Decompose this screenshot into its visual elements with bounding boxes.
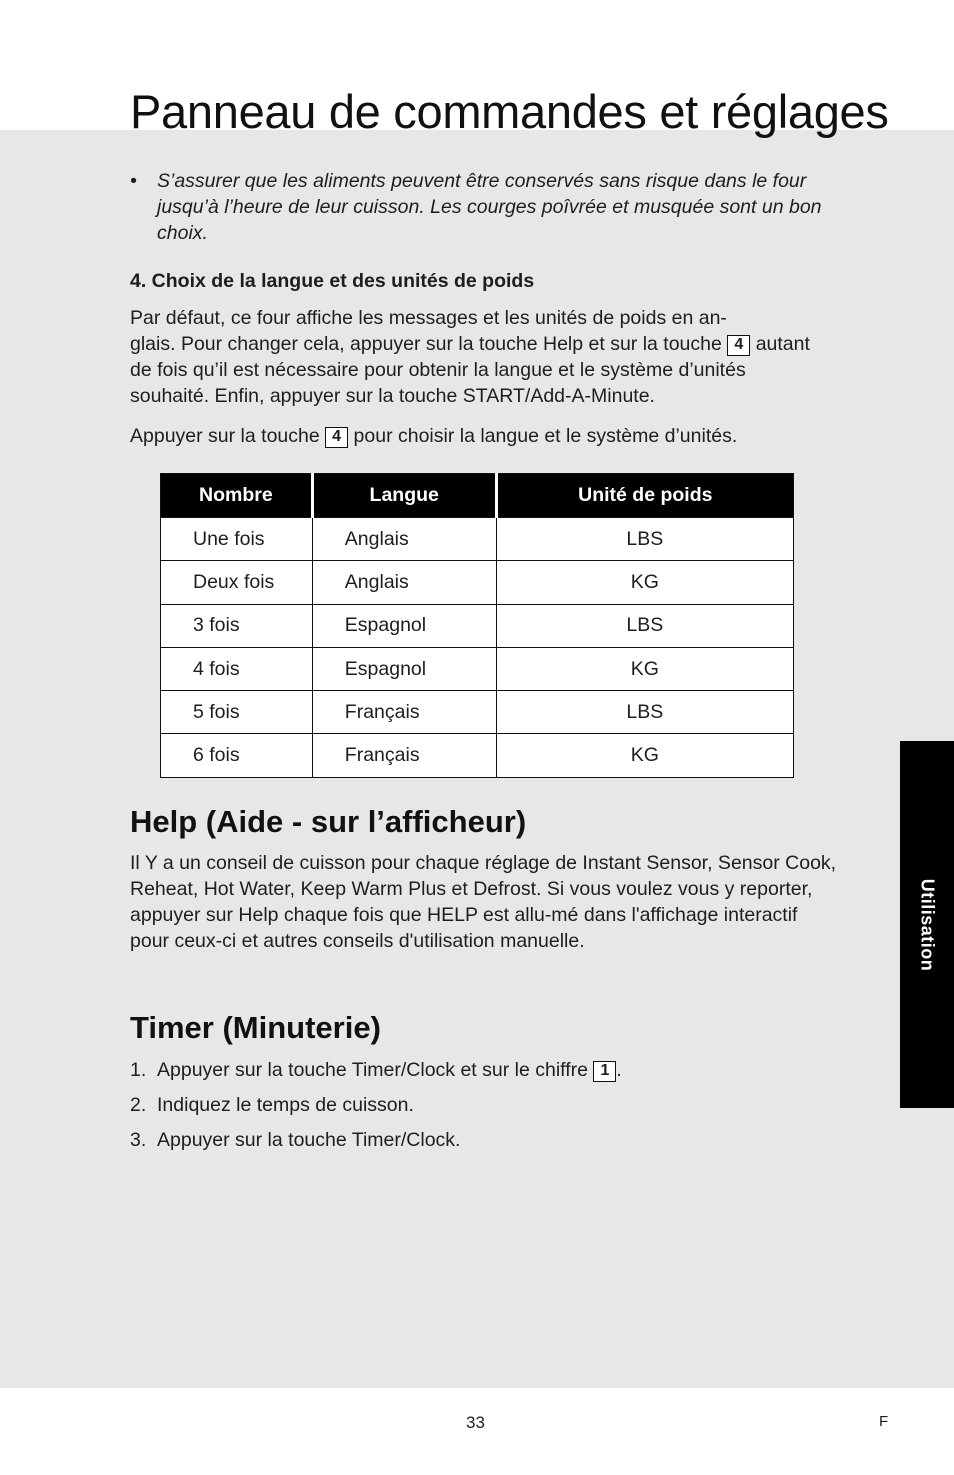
- language-marker: F: [879, 1413, 889, 1430]
- table-cell: Français: [312, 691, 496, 734]
- table-cell: Deux fois: [161, 561, 313, 604]
- bullet-note: [130, 168, 830, 246]
- timer-steps: [130, 1057, 622, 1162]
- table-cell: 5 fois: [161, 691, 313, 734]
- side-tab-label: Utilisation: [917, 878, 938, 971]
- step-text: Appuyer sur la touche Timer/Clock.: [157, 1129, 461, 1151]
- key-4-icon: 4: [325, 427, 348, 448]
- list-item: [130, 1057, 622, 1092]
- bullet-mark: •: [130, 170, 137, 192]
- list-item: [130, 1092, 622, 1127]
- para2-before: Appuyer sur la touche: [130, 425, 320, 447]
- table-header-row: [161, 474, 794, 518]
- table-cell: KG: [496, 734, 793, 777]
- table-cell: LBS: [496, 691, 793, 734]
- para1-rest: autant de fois qu’il est nécessaire pour obtenir la langue et le système d’unités souhaité. Enfin, appuyer sur la touche START/Add-A-Minute.: [130, 333, 810, 407]
- table-cell: Anglais: [312, 561, 496, 604]
- table-header: Nombre: [161, 474, 313, 518]
- para1-line2: glais. Pour changer cela, appuyer sur la touche Help et sur la touche: [130, 333, 722, 355]
- step-number: 3.: [130, 1129, 147, 1151]
- table-cell: 3 fois: [161, 604, 313, 647]
- table-cell: Espagnol: [312, 647, 496, 690]
- bullet-text: S’assurer que les aliments peuvent être conservés sans risque dans le four jusqu’à l’heure de leur cuisson. Les courges poîvrée et musquée sont un bon choix.: [157, 170, 822, 244]
- table-cell: KG: [496, 647, 793, 690]
- page-title: Panneau de commandes et réglages: [130, 85, 889, 138]
- step-text: Appuyer sur la touche Timer/Clock et sur le chiffre: [157, 1059, 588, 1081]
- table-header: Langue: [312, 474, 496, 518]
- help-heading: Help (Aide - sur l’afficheur): [130, 804, 527, 839]
- table-cell: Une fois: [161, 518, 313, 561]
- section-4-heading: 4. Choix de la langue et des unités de poids: [130, 270, 535, 292]
- table-cell: 6 fois: [161, 734, 313, 777]
- key-4-icon: 4: [727, 335, 750, 356]
- table-cell: 4 fois: [161, 647, 313, 690]
- table-cell: Anglais: [312, 518, 496, 561]
- step-number: 2.: [130, 1094, 147, 1116]
- table-header: Unité de poids: [496, 474, 793, 518]
- language-table: [160, 473, 794, 778]
- table-row: [161, 518, 794, 561]
- table-row: [161, 647, 794, 690]
- section-side-tab: [900, 741, 954, 1108]
- help-paragraph: Il Y a un conseil de cuisson pour chaque réglage de Instant Sensor, Sensor Cook, Reheat, Hot Water, Keep Warm Plus et Defrost. Si vous voulez vous y reporter, appuyer sur Help chaque fois que HELP est allu-mé dans l'affichage interactif pour ceux-ci et autres conseils d'utilisation manuelle.: [130, 852, 837, 952]
- section-4-paragraph: [130, 305, 830, 409]
- list-item: [130, 1127, 622, 1162]
- table-cell: LBS: [496, 604, 793, 647]
- step-text: Indiquez le temps de cuisson.: [157, 1094, 414, 1116]
- step-suffix: .: [616, 1059, 622, 1081]
- table-row: [161, 604, 794, 647]
- section-4-instruction: [130, 423, 830, 449]
- key-1-icon: 1: [593, 1061, 616, 1082]
- table-cell: KG: [496, 561, 793, 604]
- para1-line1: Par défaut, ce four affiche les messages et les unités de poids en an-: [130, 307, 727, 329]
- table-cell: Français: [312, 734, 496, 777]
- table-cell: LBS: [496, 518, 793, 561]
- para2-after: pour choisir la langue et le système d’unités.: [353, 425, 738, 447]
- page-number: 33: [466, 1413, 485, 1432]
- timer-heading: Timer (Minuterie): [130, 1010, 381, 1045]
- step-number: 1.: [130, 1059, 147, 1081]
- table-row: [161, 691, 794, 734]
- table-row: [161, 561, 794, 604]
- table-cell: Espagnol: [312, 604, 496, 647]
- table-row: [161, 734, 794, 777]
